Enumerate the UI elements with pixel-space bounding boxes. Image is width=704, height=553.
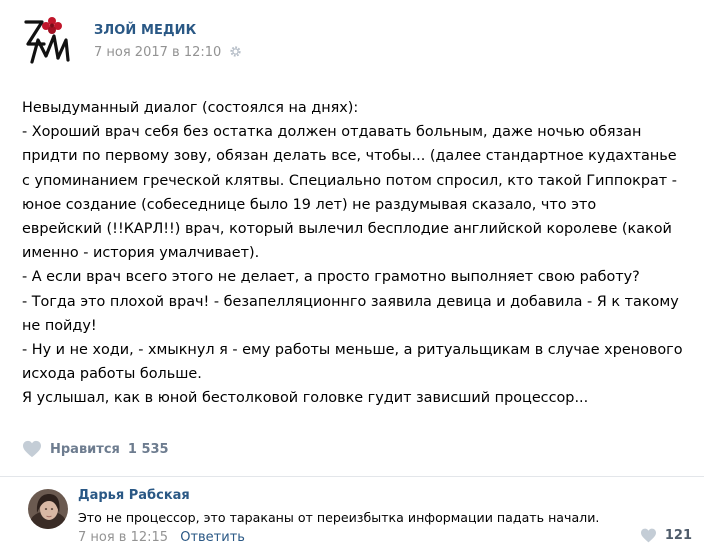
post-text-line: не пойду! [22, 317, 97, 334]
comment-meta [78, 530, 245, 545]
post-text-line: - А если врач всего этого не делает, а просто грамотно выполняет свою работу? [22, 269, 640, 286]
post-text-line: еврейский (!!КАРЛ!!) врач, который вылечил бесплодие английской королеве (какой [22, 221, 672, 238]
post-text-line: юное создание (собеседнице было 19 лет) не раздумывая сказало, что это [22, 196, 597, 213]
post-header [22, 14, 682, 66]
post-text-line: Я услышал, как в юной бестолковой головке гудит зависший процессор... [22, 390, 589, 407]
post-text [22, 96, 690, 411]
post-text-line: именно - история умалчивает). [22, 245, 260, 262]
heart-icon [22, 440, 42, 458]
post-text-line: Невыдуманный диалог (состоялся на днях): [22, 100, 359, 116]
post-text-line: - Ну и не ходи, - хмыкнул я - ему работы меньше, а ритуальщикам в случае хренового [22, 342, 683, 359]
post-date-text[interactable]: 7 ноя 2017 в 12:10 [94, 45, 222, 60]
avatar-photo[interactable] [28, 489, 68, 529]
gear-icon[interactable] [229, 45, 242, 58]
post-text-line: исхода работы больше. [22, 366, 202, 383]
comment-like-count[interactable]: 121 [664, 528, 692, 543]
like-count[interactable]: 1 535 [127, 441, 169, 457]
post-date[interactable] [94, 45, 242, 60]
post-text-line: - Хороший врач себя без остатка должен отдавать больным, даже ночью обязан [22, 124, 642, 141]
comment [28, 486, 704, 553]
comment-like-button[interactable] [640, 528, 692, 543]
group-name-link[interactable]: ЗЛОЙ МЕДИК [94, 23, 197, 38]
like-button[interactable] [22, 438, 169, 460]
post-text-line: - Тогда это плохой врач! - безапелляционнго заявила девица и добавила - Я к такому [22, 293, 679, 310]
post-text-line: с упоминанием греческой клятвы. Специально потом спросил, кто такой Гиппократ - [22, 172, 677, 189]
comments-divider [0, 476, 704, 477]
comment-date[interactable]: 7 ноя в 12:15 [78, 530, 169, 545]
post-text-line: придти по первому зову, обязан делать все, чтобы... (далее стандартное кудахтанье [22, 148, 677, 165]
like-label[interactable]: Нравится [50, 441, 120, 457]
group-logo[interactable] [22, 14, 74, 66]
comment-text: Это не процессор, это тараканы от переизбытка информации падать начали. [78, 510, 600, 525]
reply-button[interactable]: Ответить [180, 530, 245, 545]
comment-author-link[interactable]: Дарья Рабская [78, 488, 190, 503]
logo-flower-icon [42, 17, 62, 34]
heart-icon [640, 528, 657, 543]
avatar[interactable] [28, 489, 68, 529]
